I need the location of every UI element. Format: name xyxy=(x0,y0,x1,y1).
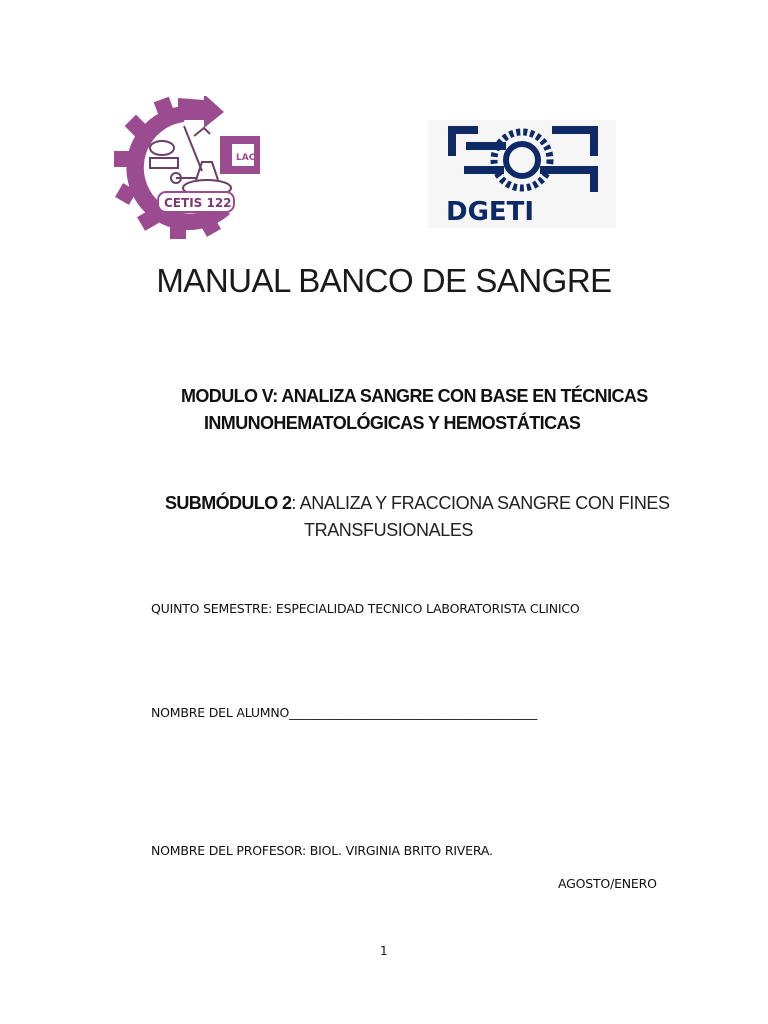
period-line: AGOSTO/ENERO xyxy=(558,876,657,891)
page-number: 1 xyxy=(380,944,388,958)
semester-line: QUINTO SEMESTRE: ESPECIALIDAD TECNICO LABORATORISTA CLINICO xyxy=(151,601,580,616)
teacher-line: NOMBRE DEL PROFESOR: BIOL. VIRGINIA BRITO RIVERA. xyxy=(151,843,493,858)
submodule-line-2: TRANSFUSIONALES xyxy=(304,520,474,540)
dgeti-logo-text: DGETI xyxy=(446,197,535,227)
module-line-2: INMUNOHEMATOLÓGICAS Y HEMOSTÁTICAS xyxy=(204,413,581,433)
cetis-logo xyxy=(112,96,264,241)
module-line-1: MODULO V: ANALIZA SANGRE CON BASE EN TÉCNICAS xyxy=(181,386,648,406)
submodule-heading xyxy=(165,493,670,514)
submodule-line-1: : ANALIZA Y FRACCIONA SANGRE CON FINES xyxy=(291,493,670,513)
dgeti-logo xyxy=(428,120,616,228)
document-title: MANUAL BANCO DE SANGRE xyxy=(156,262,612,299)
cetis-logo-text: CETIS 122 xyxy=(164,196,232,210)
student-name-line: NOMBRE DEL ALUMNO_________________________________________ xyxy=(151,705,538,720)
cetis-badge-text: LAC xyxy=(236,153,256,163)
submodule-label: SUBMÓDULO 2 xyxy=(165,493,292,513)
